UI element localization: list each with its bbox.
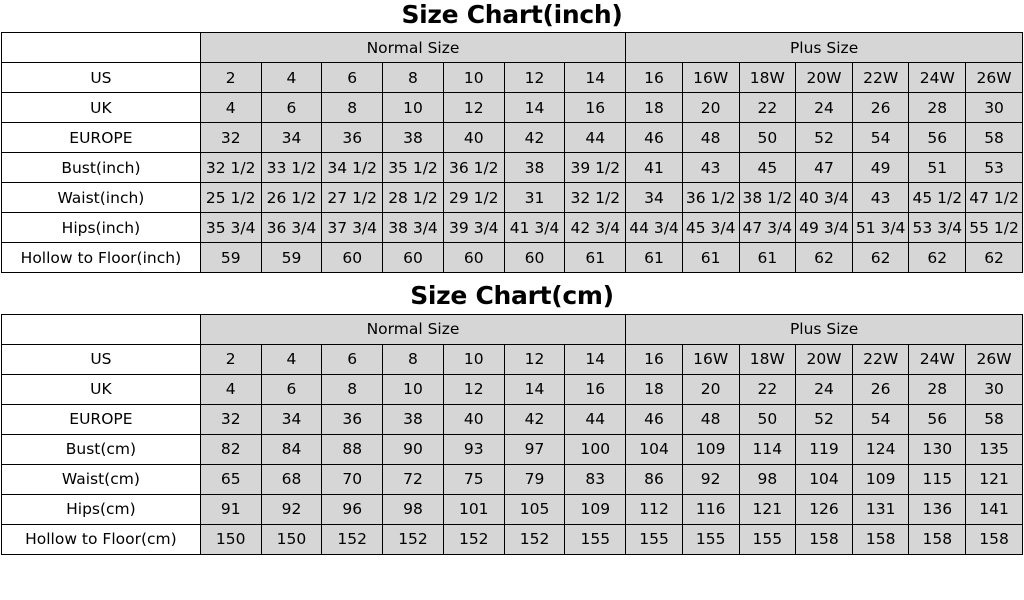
data-cell: 58: [966, 404, 1023, 434]
data-cell: 34: [261, 404, 322, 434]
data-cell: 26: [852, 374, 909, 404]
data-cell: 61: [682, 243, 739, 273]
data-cell: 56: [909, 404, 966, 434]
data-cell: 75: [443, 464, 504, 494]
data-cell: 16: [565, 374, 626, 404]
data-cell: 141: [966, 494, 1023, 524]
data-cell: 32: [200, 123, 261, 153]
data-cell: 100: [565, 434, 626, 464]
data-cell: 4: [200, 374, 261, 404]
group-header-cell: Plus Size: [626, 33, 1023, 63]
data-cell: 114: [739, 434, 796, 464]
data-cell: 104: [626, 434, 683, 464]
data-cell: 22W: [852, 344, 909, 374]
data-cell: 16: [565, 93, 626, 123]
row-label: Hips(inch): [2, 213, 201, 243]
data-cell: 34: [261, 123, 322, 153]
data-cell: 41: [626, 153, 683, 183]
data-cell: 28: [909, 374, 966, 404]
data-cell: 47 1/2: [966, 183, 1023, 213]
data-cell: 4: [261, 63, 322, 93]
data-cell: 121: [739, 494, 796, 524]
data-cell: 24W: [909, 344, 966, 374]
data-cell: 22W: [852, 63, 909, 93]
data-cell: 18: [626, 93, 683, 123]
data-cell: 152: [504, 524, 565, 554]
data-cell: 8: [322, 93, 383, 123]
data-cell: 24W: [909, 63, 966, 93]
data-cell: 18W: [739, 63, 796, 93]
data-cell: 49 3/4: [796, 213, 853, 243]
table-row: [2, 464, 1023, 494]
row-label: Hollow to Floor(inch): [2, 243, 201, 273]
data-cell: 104: [796, 464, 853, 494]
size-chart-table: [1, 314, 1023, 555]
data-cell: 20W: [796, 63, 853, 93]
data-cell: 43: [682, 153, 739, 183]
data-cell: 24: [796, 93, 853, 123]
data-cell: 131: [852, 494, 909, 524]
data-cell: 158: [852, 524, 909, 554]
table-row: [2, 434, 1023, 464]
chart-separator: [0, 273, 1024, 281]
data-cell: 25 1/2: [200, 183, 261, 213]
group-header-cell: Normal Size: [200, 314, 625, 344]
data-cell: 8: [383, 63, 444, 93]
row-label: UK: [2, 374, 201, 404]
data-cell: 152: [443, 524, 504, 554]
data-cell: 109: [682, 434, 739, 464]
data-cell: 59: [261, 243, 322, 273]
group-header-cell: Normal Size: [200, 33, 625, 63]
data-cell: 36: [322, 123, 383, 153]
data-cell: 10: [443, 63, 504, 93]
data-cell: 33 1/2: [261, 153, 322, 183]
data-cell: 68: [261, 464, 322, 494]
data-cell: 79: [504, 464, 565, 494]
data-cell: 20: [682, 374, 739, 404]
data-cell: 109: [852, 464, 909, 494]
data-cell: 14: [504, 93, 565, 123]
row-label: Bust(inch): [2, 153, 201, 183]
data-cell: 26W: [966, 63, 1023, 93]
data-cell: 93: [443, 434, 504, 464]
data-cell: 92: [682, 464, 739, 494]
data-cell: 51 3/4: [852, 213, 909, 243]
data-cell: 16: [626, 344, 683, 374]
group-header-row: [2, 33, 1023, 63]
data-cell: 6: [322, 63, 383, 93]
data-cell: 22: [739, 93, 796, 123]
data-cell: 44: [565, 123, 626, 153]
data-cell: 52: [796, 404, 853, 434]
data-cell: 158: [796, 524, 853, 554]
size-chart-block: [0, 281, 1024, 554]
data-cell: 14: [565, 344, 626, 374]
data-cell: 24: [796, 374, 853, 404]
data-cell: 62: [909, 243, 966, 273]
data-cell: 10: [443, 344, 504, 374]
data-cell: 31: [504, 183, 565, 213]
data-cell: 28 1/2: [383, 183, 444, 213]
data-cell: 90: [383, 434, 444, 464]
size-chart-block: [0, 0, 1024, 273]
data-cell: 47 3/4: [739, 213, 796, 243]
data-cell: 16W: [682, 344, 739, 374]
table-row: [2, 183, 1023, 213]
data-cell: 32 1/2: [200, 153, 261, 183]
data-cell: 72: [383, 464, 444, 494]
table-row: [2, 243, 1023, 273]
table-row: [2, 494, 1023, 524]
data-cell: 6: [261, 93, 322, 123]
table-row: [2, 524, 1023, 554]
data-cell: 60: [443, 243, 504, 273]
data-cell: 126: [796, 494, 853, 524]
data-cell: 4: [200, 93, 261, 123]
data-cell: 22: [739, 374, 796, 404]
data-cell: 55 1/2: [966, 213, 1023, 243]
data-cell: 32 1/2: [565, 183, 626, 213]
data-cell: 2: [200, 344, 261, 374]
data-cell: 155: [682, 524, 739, 554]
group-header-row: [2, 314, 1023, 344]
data-cell: 135: [966, 434, 1023, 464]
data-cell: 150: [261, 524, 322, 554]
data-cell: 10: [383, 93, 444, 123]
data-cell: 6: [261, 374, 322, 404]
data-cell: 38: [383, 123, 444, 153]
data-cell: 152: [383, 524, 444, 554]
row-label: EUROPE: [2, 404, 201, 434]
data-cell: 49: [852, 153, 909, 183]
data-cell: 38: [383, 404, 444, 434]
data-cell: 41 3/4: [504, 213, 565, 243]
data-cell: 12: [443, 374, 504, 404]
data-cell: 152: [322, 524, 383, 554]
data-cell: 91: [200, 494, 261, 524]
data-cell: 40: [443, 123, 504, 153]
data-cell: 48: [682, 404, 739, 434]
data-cell: 105: [504, 494, 565, 524]
data-cell: 150: [200, 524, 261, 554]
data-cell: 36: [322, 404, 383, 434]
data-cell: 6: [322, 344, 383, 374]
table-row: [2, 93, 1023, 123]
data-cell: 46: [626, 404, 683, 434]
data-cell: 27 1/2: [322, 183, 383, 213]
chart-title: Size Chart(inch): [401, 0, 623, 29]
row-label: EUROPE: [2, 123, 201, 153]
data-cell: 42: [504, 123, 565, 153]
data-cell: 51: [909, 153, 966, 183]
data-cell: 32: [200, 404, 261, 434]
chart-title: Size Chart(cm): [410, 281, 614, 311]
data-cell: 47: [796, 153, 853, 183]
data-cell: 8: [383, 344, 444, 374]
data-cell: 130: [909, 434, 966, 464]
data-cell: 2: [200, 63, 261, 93]
data-cell: 58: [966, 123, 1023, 153]
data-cell: 35 1/2: [383, 153, 444, 183]
data-cell: 36 1/2: [682, 183, 739, 213]
data-cell: 70: [322, 464, 383, 494]
data-cell: 61: [626, 243, 683, 273]
data-cell: 50: [739, 123, 796, 153]
table-row: [2, 63, 1023, 93]
data-cell: 62: [852, 243, 909, 273]
data-cell: 42 3/4: [565, 213, 626, 243]
data-cell: 46: [626, 123, 683, 153]
data-cell: 12: [504, 63, 565, 93]
data-cell: 30: [966, 374, 1023, 404]
group-header-cell: Plus Size: [626, 314, 1023, 344]
data-cell: 98: [739, 464, 796, 494]
data-cell: 43: [852, 183, 909, 213]
data-cell: 4: [261, 344, 322, 374]
data-cell: 109: [565, 494, 626, 524]
data-cell: 40 3/4: [796, 183, 853, 213]
data-cell: 53: [966, 153, 1023, 183]
table-corner-cell: [2, 314, 201, 344]
data-cell: 38: [504, 153, 565, 183]
data-cell: 155: [565, 524, 626, 554]
data-cell: 136: [909, 494, 966, 524]
data-cell: 42: [504, 404, 565, 434]
data-cell: 65: [200, 464, 261, 494]
data-cell: 38 3/4: [383, 213, 444, 243]
row-label: Waist(inch): [2, 183, 201, 213]
data-cell: 97: [504, 434, 565, 464]
data-cell: 119: [796, 434, 853, 464]
data-cell: 155: [626, 524, 683, 554]
data-cell: 48: [682, 123, 739, 153]
data-cell: 54: [852, 123, 909, 153]
data-cell: 50: [739, 404, 796, 434]
row-label: Hips(cm): [2, 494, 201, 524]
data-cell: 18: [626, 374, 683, 404]
data-cell: 8: [322, 374, 383, 404]
data-cell: 59: [200, 243, 261, 273]
data-cell: 60: [383, 243, 444, 273]
data-cell: 62: [796, 243, 853, 273]
data-cell: 12: [504, 344, 565, 374]
data-cell: 26 1/2: [261, 183, 322, 213]
data-cell: 16: [626, 63, 683, 93]
data-cell: 35 3/4: [200, 213, 261, 243]
data-cell: 14: [504, 374, 565, 404]
data-cell: 92: [261, 494, 322, 524]
data-cell: 56: [909, 123, 966, 153]
data-cell: 12: [443, 93, 504, 123]
data-cell: 39 3/4: [443, 213, 504, 243]
row-label: US: [2, 63, 201, 93]
data-cell: 45: [739, 153, 796, 183]
data-cell: 16W: [682, 63, 739, 93]
data-cell: 112: [626, 494, 683, 524]
data-cell: 26: [852, 93, 909, 123]
data-cell: 36 3/4: [261, 213, 322, 243]
data-cell: 20: [682, 93, 739, 123]
data-cell: 29 1/2: [443, 183, 504, 213]
data-cell: 53 3/4: [909, 213, 966, 243]
data-cell: 10: [383, 374, 444, 404]
table-row: [2, 404, 1023, 434]
table-row: [2, 213, 1023, 243]
data-cell: 34 1/2: [322, 153, 383, 183]
data-cell: 101: [443, 494, 504, 524]
size-chart-table: [1, 32, 1023, 273]
data-cell: 60: [322, 243, 383, 273]
data-cell: 158: [909, 524, 966, 554]
data-cell: 28: [909, 93, 966, 123]
data-cell: 39 1/2: [565, 153, 626, 183]
data-cell: 116: [682, 494, 739, 524]
data-cell: 54: [852, 404, 909, 434]
data-cell: 44: [565, 404, 626, 434]
data-cell: 30: [966, 93, 1023, 123]
table-row: [2, 344, 1023, 374]
data-cell: 82: [200, 434, 261, 464]
data-cell: 14: [565, 63, 626, 93]
data-cell: 98: [383, 494, 444, 524]
data-cell: 38 1/2: [739, 183, 796, 213]
data-cell: 52: [796, 123, 853, 153]
data-cell: 45 1/2: [909, 183, 966, 213]
data-cell: 61: [739, 243, 796, 273]
data-cell: 26W: [966, 344, 1023, 374]
data-cell: 62: [966, 243, 1023, 273]
data-cell: 86: [626, 464, 683, 494]
data-cell: 96: [322, 494, 383, 524]
data-cell: 84: [261, 434, 322, 464]
data-cell: 61: [565, 243, 626, 273]
data-cell: 45 3/4: [682, 213, 739, 243]
table-row: [2, 374, 1023, 404]
data-cell: 88: [322, 434, 383, 464]
data-cell: 36 1/2: [443, 153, 504, 183]
data-cell: 121: [966, 464, 1023, 494]
data-cell: 60: [504, 243, 565, 273]
data-cell: 158: [966, 524, 1023, 554]
data-cell: 40: [443, 404, 504, 434]
table-row: [2, 153, 1023, 183]
row-label: Waist(cm): [2, 464, 201, 494]
data-cell: 44 3/4: [626, 213, 683, 243]
data-cell: 18W: [739, 344, 796, 374]
data-cell: 20W: [796, 344, 853, 374]
data-cell: 115: [909, 464, 966, 494]
data-cell: 155: [739, 524, 796, 554]
row-label: Bust(cm): [2, 434, 201, 464]
row-label: US: [2, 344, 201, 374]
row-label: Hollow to Floor(cm): [2, 524, 201, 554]
data-cell: 37 3/4: [322, 213, 383, 243]
table-row: [2, 123, 1023, 153]
row-label: UK: [2, 93, 201, 123]
data-cell: 124: [852, 434, 909, 464]
data-cell: 34: [626, 183, 683, 213]
table-corner-cell: [2, 33, 201, 63]
data-cell: 83: [565, 464, 626, 494]
